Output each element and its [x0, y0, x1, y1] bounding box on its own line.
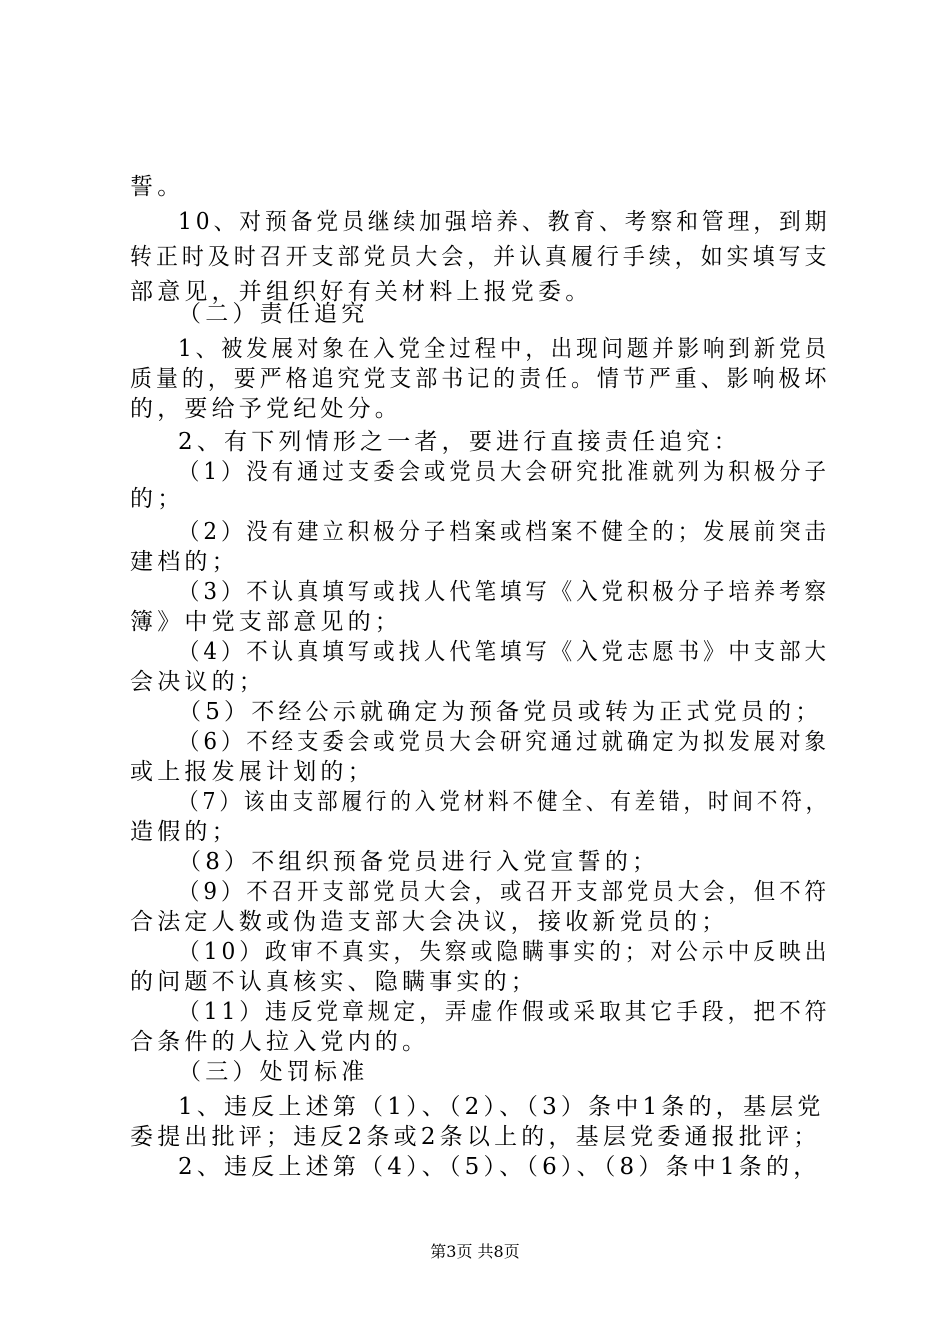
text-line: 或上报发展计划的； — [130, 759, 375, 785]
list-item: （1）没有通过支委会或党员大会研究批准就列为积极分子 — [178, 459, 830, 485]
text-line: 合条件的人拉入党内的。 — [130, 1029, 430, 1055]
list-item: （8）不组织预备党员进行入党宣誓的； — [178, 849, 660, 875]
text-line: 誓。 — [130, 174, 185, 200]
text-line: 的问题不认真核实、隐瞒事实的； — [130, 969, 538, 995]
text-line: 1、被发展对象在入党全过程中，出现问题并影响到新党员 — [178, 336, 830, 362]
section-heading: （三）处罚标准 — [178, 1059, 369, 1085]
text-line: 部意见，并组织好有关材料上报党委。 — [130, 279, 593, 305]
list-item: （9）不召开支部党员大会，或召开支部党员大会，但不符 — [178, 879, 830, 905]
text-line: 1、违反上述第（1）、（2）、（3）条中1条的，基层党 — [178, 1094, 825, 1120]
text-line: 10、对预备党员继续加强培养、教育、考察和管理，到期 — [178, 209, 831, 235]
list-item: （7）该由支部履行的入党材料不健全、有差错，时间不符， — [178, 789, 831, 815]
list-item: （6）不经支委会或党员大会研究通过就确定为拟发展对象 — [178, 729, 830, 755]
text-line: 的； — [130, 486, 185, 512]
text-line: 委提出批评；违反2条或2条以上的，基层党委通报批评； — [130, 1124, 821, 1150]
text-line: 的，要给予党纪处分。 — [130, 396, 402, 422]
text-line: 2、违反上述第（4）、（5）、（6）、（8）条中1条的， — [178, 1154, 821, 1180]
text-line: 转正时及时召开支部党员大会，并认真履行手续，如实填写支 — [130, 244, 831, 270]
list-item: （10）政审不真实，失察或隐瞒事实的；对公示中反映出 — [178, 939, 831, 965]
text-line: 建档的； — [130, 549, 239, 575]
page-number: 第3页 共8页 — [430, 1242, 520, 1261]
list-item: （4）不认真填写或找人代笔填写《入党志愿书》中支部大 — [178, 639, 830, 665]
list-item: （2）没有建立积极分子档案或档案不健全的；发展前突击 — [178, 519, 830, 545]
text-line: 2、有下列情形之一者，要进行直接责任追究： — [178, 429, 741, 455]
section-heading: （二）责任追究 — [178, 301, 369, 327]
list-item: （11）违反党章规定，弄虚作假或采取其它手段，把不符 — [178, 999, 831, 1025]
list-item: （5）不经公示就确定为预备党员或转为正式党员的； — [178, 699, 823, 725]
text-line: 质量的，要严格追究党支部书记的责任。情节严重、影响极坏 — [130, 366, 831, 392]
text-line: 合法定人数或伪造支部大会决议，接收新党员的； — [130, 909, 729, 935]
text-line: 会决议的； — [130, 669, 266, 695]
text-line: 造假的； — [130, 819, 239, 845]
text-line: 簿》中党支部意见的； — [130, 609, 402, 635]
list-item: （3）不认真填写或找人代笔填写《入党积极分子培养考察 — [178, 579, 830, 605]
